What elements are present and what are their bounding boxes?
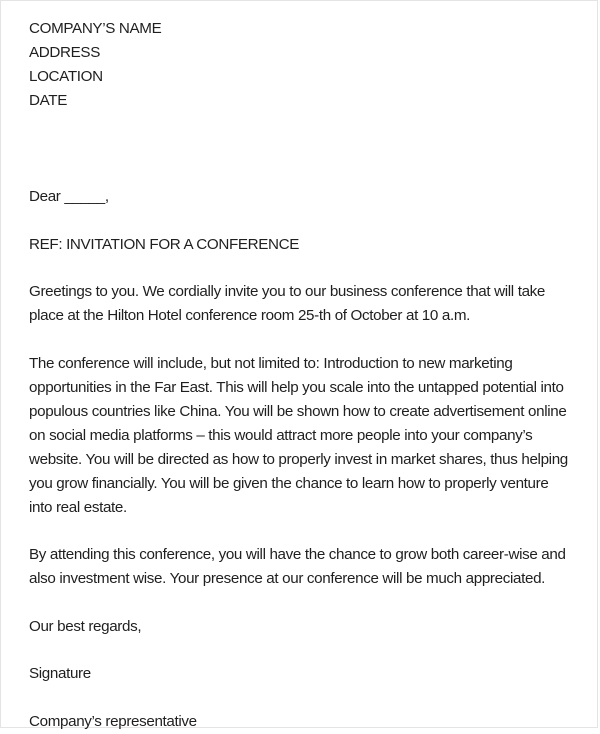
representative-line: Company’s representative xyxy=(29,713,197,730)
company-name: COMPANY’S NAME xyxy=(29,20,162,37)
benefits-paragraph: By attending this conference, you will have the chance to grow both career-wise and also investment wise. Your presence at our conference will be much appreciated. xyxy=(29,546,566,587)
closing-line: Our best regards, xyxy=(29,618,142,635)
letter-body xyxy=(29,17,575,734)
reference-line: REF: INVITATION FOR A CONFERENCE xyxy=(29,236,300,253)
company-address: ADDRESS xyxy=(29,44,100,61)
conference-details-paragraph: The conference will include, but not limited to: Introduction to new marketing opportunities in the Far East. This will help you scale into the untapped potential into populous countries like China. You will be shown how to create advertisement online on social media platforms – this would attract more people into your company’s website. You will be directed as how to properly invest in market shares, thus helping you grow financially. You will be given the chance to learn how to properly venture into real estate. xyxy=(29,355,568,516)
company-location: LOCATION xyxy=(29,68,103,85)
letter-date: DATE xyxy=(29,92,67,109)
salutation: Dear _____, xyxy=(29,188,109,205)
sender-header xyxy=(29,17,575,113)
greeting-paragraph: Greetings to you. We cordially invite you to our business conference that will take place at the Hilton Hotel conference room 25-th of October at 10 a.m. xyxy=(29,283,546,324)
signature-line: Signature xyxy=(29,665,91,682)
